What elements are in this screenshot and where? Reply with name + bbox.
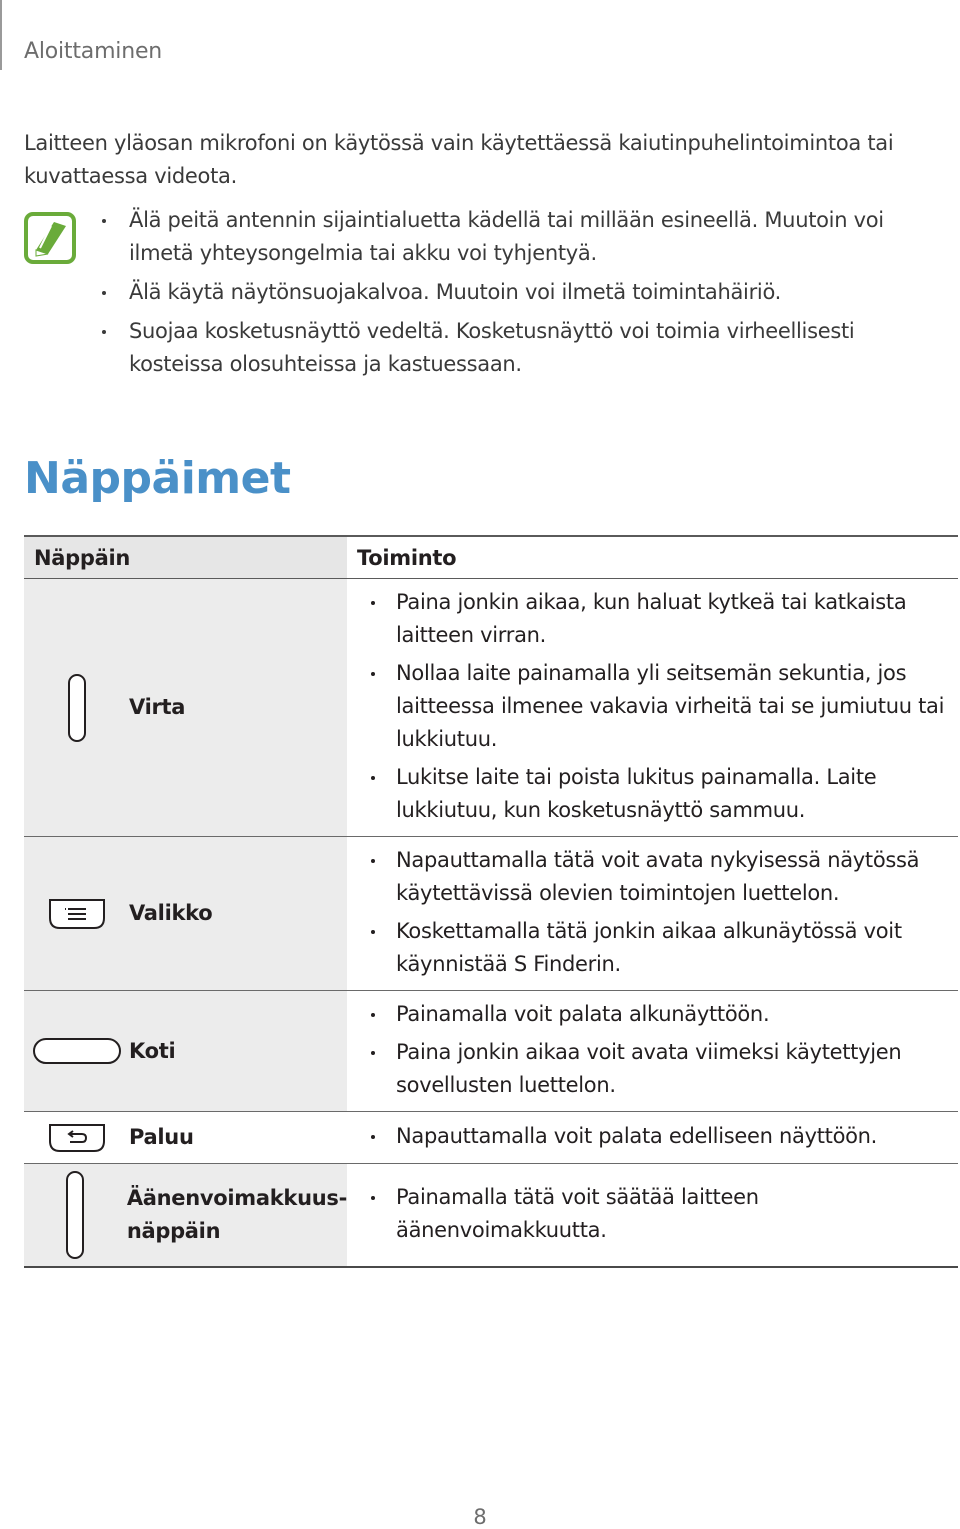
table-row xyxy=(24,837,958,991)
function-item: Koskettamalla tätä jonkin aikaa alkunäytössä voit käynnistää S Finderin. xyxy=(369,915,948,981)
function-item: Painamalla voit palata alkunäyttöön. xyxy=(369,998,948,1031)
keys-table xyxy=(24,535,958,1268)
note-pencil-icon xyxy=(24,212,76,264)
function-item: Napauttamalla voit palata edelliseen näyttöön. xyxy=(369,1120,948,1153)
key-name: Valikko xyxy=(129,901,213,925)
note-item: Älä käytä näytönsuojakalvoa. Muutoin voi ilmetä toimintahäiriö. xyxy=(100,276,930,309)
key-name: Koti xyxy=(129,1038,176,1063)
function-item: Napauttamalla tätä voit avata nykyisessä näytössä käytettävissä olevien toimintojen luettelon. xyxy=(369,844,948,910)
chapter-title: Aloittaminen xyxy=(24,39,163,64)
note-item: Älä peitä antennin sijaintialuetta kädellä tai millään esineellä. Muutoin voi ilmetä yhteysongelmia tai akku voi tyhjentyä. xyxy=(100,204,930,270)
home-key-icon xyxy=(24,1037,129,1065)
function-item: Painamalla tätä voit säätää laitteen äänenvoimakkuutta. xyxy=(369,1181,948,1247)
section-title: Näppäimet xyxy=(24,453,291,504)
intro-paragraph: Laitteen yläosan mikrofoni on käytössä vain käytettäessä kaiutinpuhelintoimintoa tai kuvattaessa videota. xyxy=(24,131,894,188)
key-name-line: Äänenvoimakkuus- xyxy=(126,1185,347,1210)
table-row xyxy=(24,1112,958,1164)
note-list xyxy=(100,204,930,387)
column-header-key: Näppäin xyxy=(24,536,347,579)
key-name: Virta xyxy=(129,695,186,719)
table-header-row xyxy=(24,536,958,579)
key-name: Paluu xyxy=(129,1125,194,1149)
volume-key-icon xyxy=(24,1170,127,1260)
column-header-function: Toiminto xyxy=(347,536,958,579)
table-row xyxy=(24,991,958,1112)
note-item: Suojaa kosketusnäyttö vedeltä. Kosketusnäyttö voi toimia virheellisesti kosteissa olosuhteissa ja kastuessaan. xyxy=(100,315,930,381)
table-row xyxy=(24,1164,958,1267)
function-item: Paina jonkin aikaa, kun haluat kytkeä tai katkaista laitteen virran. xyxy=(369,586,948,652)
function-item: Nollaa laite painamalla yli seitsemän sekuntia, jos laitteessa ilmenee vakavia virheitä tai se jumiutuu tai lukkiutuu. xyxy=(369,657,948,756)
function-item: Paina jonkin aikaa voit avata viimeksi käytettyjen sovellusten luettelon. xyxy=(369,1036,948,1102)
menu-key-icon xyxy=(24,898,129,930)
page-edge-mark xyxy=(0,0,2,70)
page-number: 8 xyxy=(473,1505,487,1529)
power-key-icon xyxy=(24,673,129,743)
key-name-line: näppäin xyxy=(126,1218,221,1243)
key-name xyxy=(127,1182,347,1248)
back-key-icon xyxy=(24,1123,129,1153)
function-item: Lukitse laite tai poista lukitus painamalla. Laite lukkiutuu, kun kosketusnäyttö sammuu. xyxy=(369,761,948,827)
table-row xyxy=(24,579,958,837)
